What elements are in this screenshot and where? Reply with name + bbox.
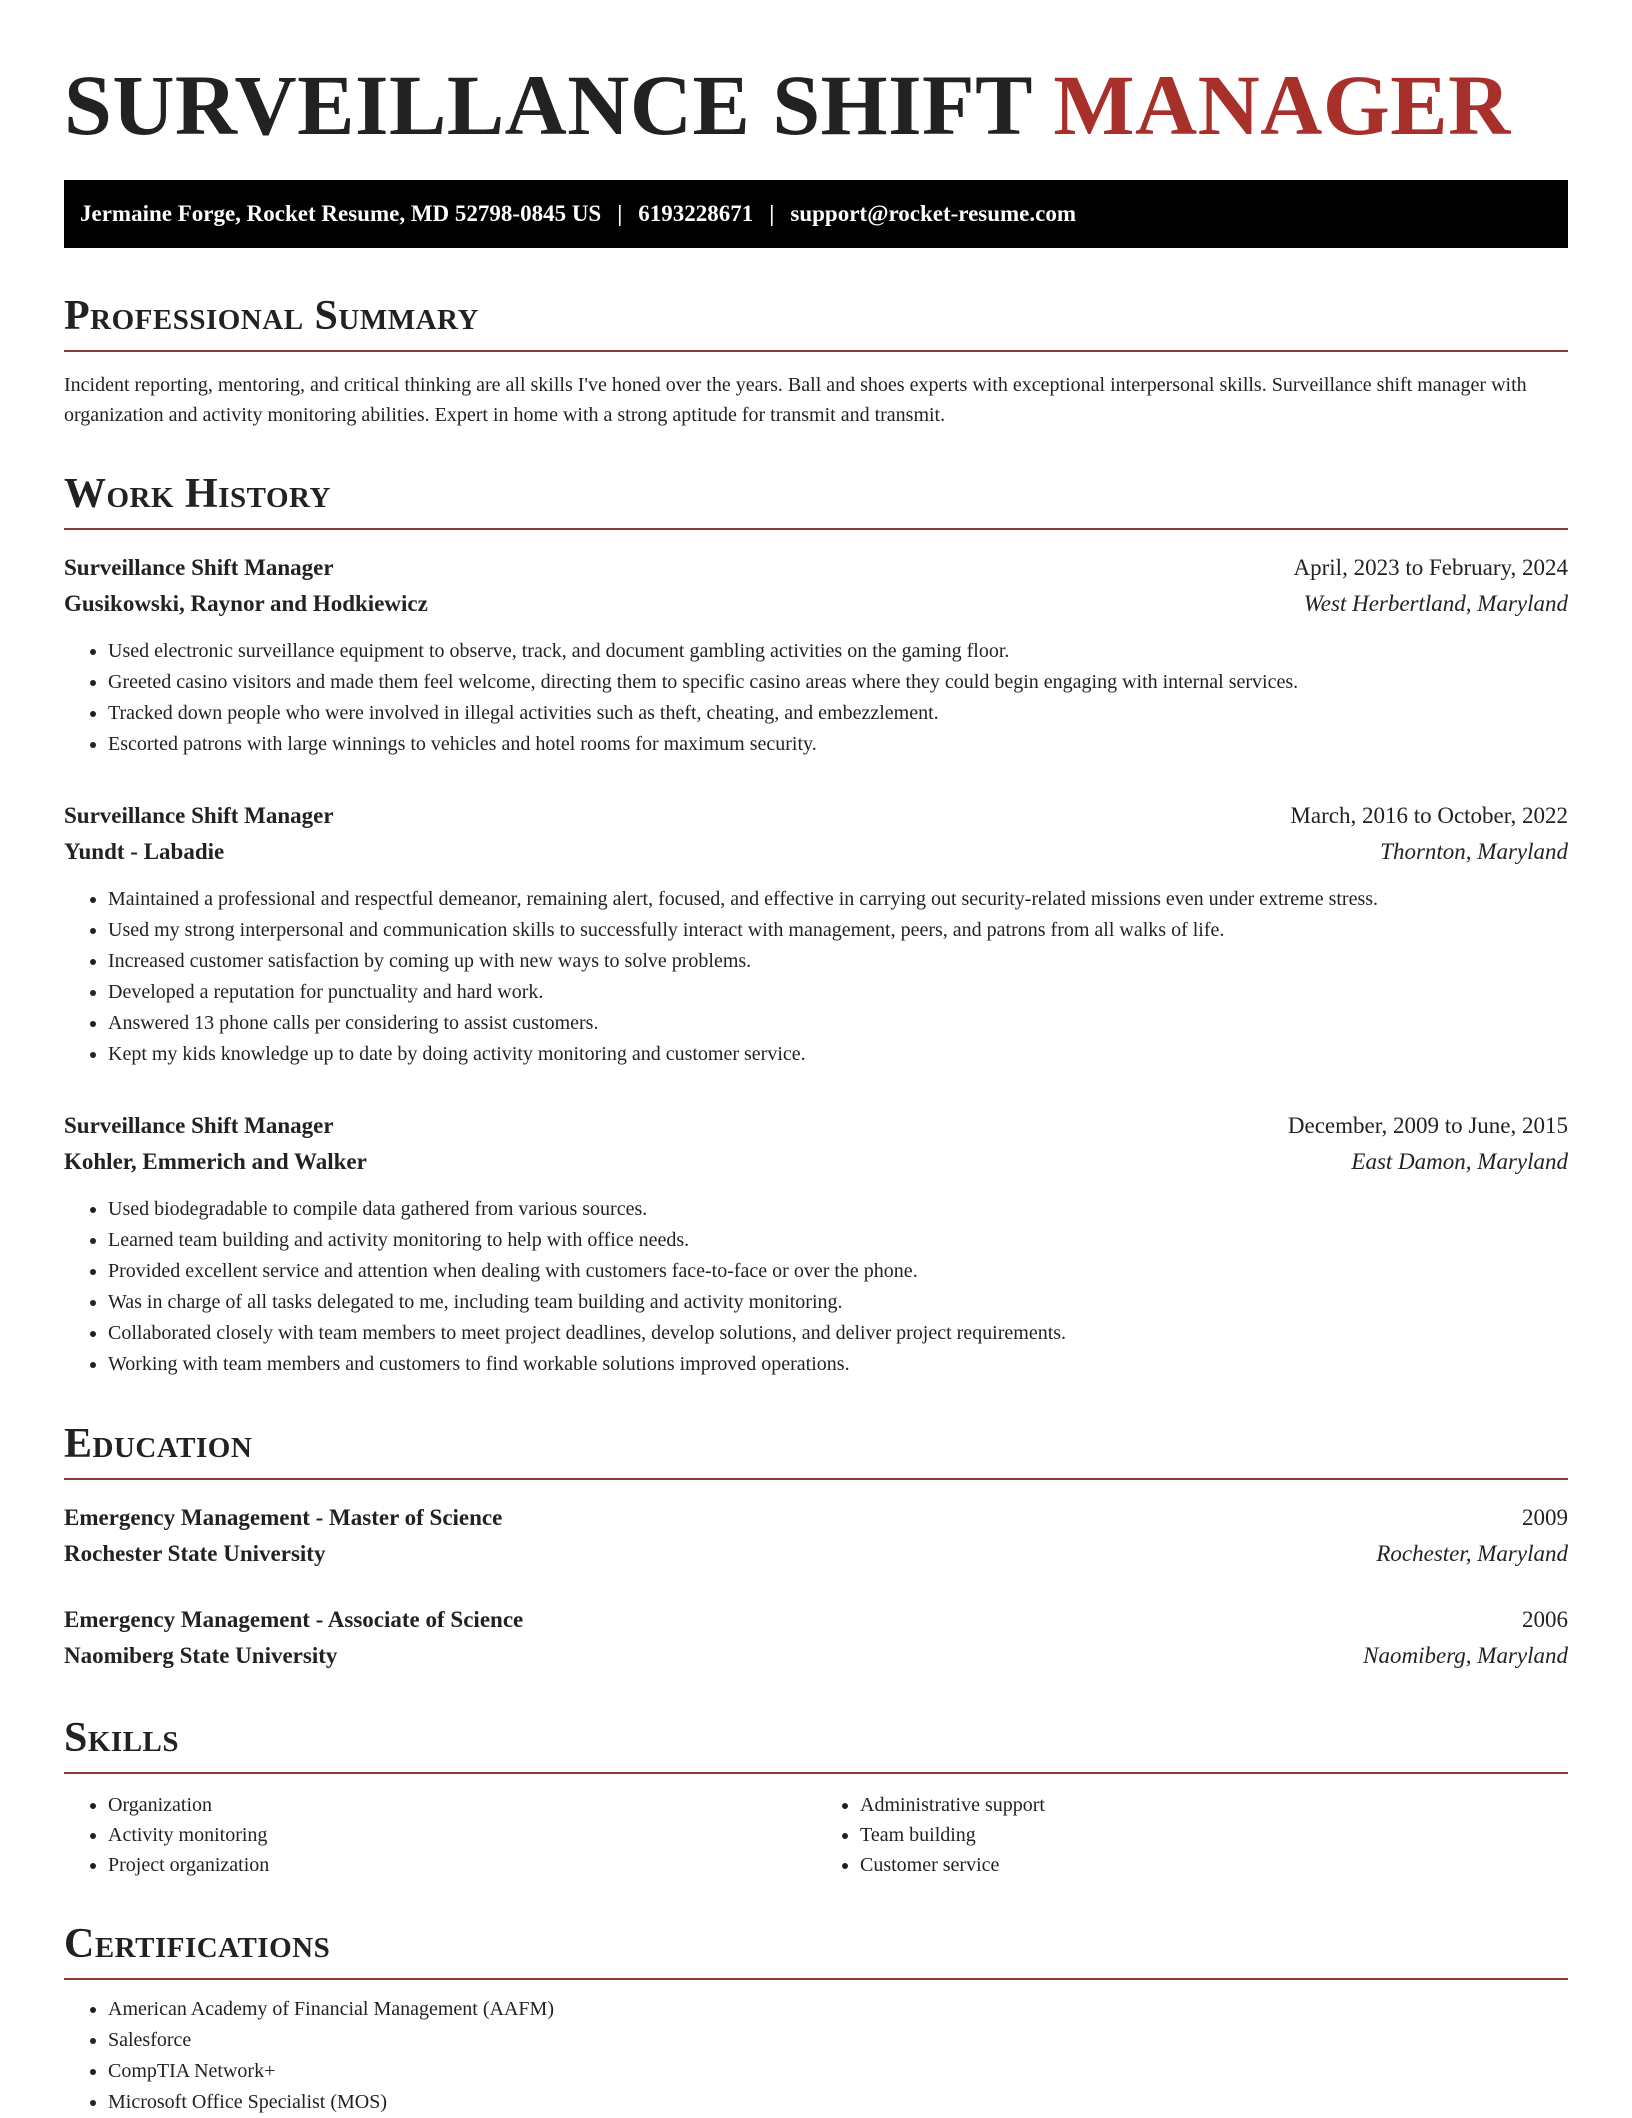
job-entry bbox=[64, 1108, 1568, 1380]
job-bullet: • Answered 13 phone calls per considering to assist customers. bbox=[108, 1008, 1568, 1039]
certification-item: • American Academy of Financial Management (AAFM) bbox=[108, 1994, 1568, 2025]
education-school: Rochester State University bbox=[64, 1541, 326, 1566]
job-bullet: • Used electronic surveillance equipment to observe, track, and document gambling activities on the gaming floor. bbox=[108, 636, 1568, 667]
skill-item: • Administrative support bbox=[860, 1790, 1568, 1820]
certification-item: • Salesforce bbox=[108, 2025, 1568, 2056]
skills-column-left bbox=[64, 1790, 816, 1880]
summary-heading: Professional Summary bbox=[64, 292, 1568, 352]
job-bullet: • Used my strong interpersonal and communication skills to successfully interact with management, peers, and patrons from all walks of life. bbox=[108, 915, 1568, 946]
job-dates: December, 2009 to June, 2015 bbox=[1287, 1113, 1568, 1138]
job-location: West Herbertland, Maryland bbox=[1303, 591, 1568, 616]
resume-title bbox=[64, 56, 1568, 153]
job-company: Gusikowski, Raynor and Hodkiewicz bbox=[64, 591, 428, 616]
contact-phone: 6193228671 bbox=[638, 201, 754, 226]
skill-item: • Customer service bbox=[860, 1850, 1568, 1880]
title-main: SURVEILLANCE SHIFT bbox=[64, 57, 1032, 153]
education-year: 2006 bbox=[1522, 1607, 1568, 1632]
skill-item: • Project organization bbox=[108, 1850, 816, 1880]
skill-item: • Organization bbox=[108, 1790, 816, 1820]
job-title: Surveillance Shift Manager bbox=[64, 555, 334, 580]
education-school: Naomiberg State University bbox=[64, 1643, 338, 1668]
job-bullet: • Greeted casino visitors and made them feel welcome, directing them to specific casino areas where they could begin engaging with internal services. bbox=[108, 667, 1568, 698]
job-entry bbox=[64, 798, 1568, 1070]
education-degree: Emergency Management - Associate of Science bbox=[64, 1607, 524, 1632]
job-bullet: • Working with team members and customers to find workable solutions improved operations. bbox=[108, 1349, 1568, 1380]
education-location: Naomiberg, Maryland bbox=[1363, 1643, 1568, 1668]
job-bullet: • Collaborated closely with team members to meet project deadlines, develop solutions, and deliver project requirements. bbox=[108, 1318, 1568, 1349]
contact-address: Jermaine Forge, Rocket Resume, MD 52798-0845 US bbox=[80, 201, 602, 226]
contact-separator: | bbox=[769, 201, 775, 226]
job-company: Kohler, Emmerich and Walker bbox=[64, 1149, 367, 1174]
job-dates: April, 2023 to February, 2024 bbox=[1293, 555, 1568, 580]
job-title: Surveillance Shift Manager bbox=[64, 1113, 334, 1138]
job-location: Thornton, Maryland bbox=[1380, 839, 1568, 864]
education-degree: Emergency Management - Master of Science bbox=[64, 1505, 503, 1530]
certification-item: • Microsoft Office Specialist (MOS) bbox=[108, 2087, 1568, 2118]
job-bullet: • Escorted patrons with large winnings to vehicles and hotel rooms for maximum security. bbox=[108, 729, 1568, 760]
job-dates: March, 2016 to October, 2022 bbox=[1290, 803, 1568, 828]
job-company: Yundt - Labadie bbox=[64, 839, 225, 864]
education-heading: Education bbox=[64, 1420, 1568, 1480]
job-title: Surveillance Shift Manager bbox=[64, 803, 334, 828]
job-bullet: • Developed a reputation for punctuality and hard work. bbox=[108, 977, 1568, 1008]
job-bullet: • Tracked down people who were involved in illegal activities such as theft, cheating, and embezzlement. bbox=[108, 698, 1568, 729]
contact-email: support@rocket-resume.com bbox=[790, 201, 1077, 226]
job-entry bbox=[64, 550, 1568, 760]
job-bullet: • Learned team building and activity monitoring to help with office needs. bbox=[108, 1225, 1568, 1256]
job-location: East Damon, Maryland bbox=[1351, 1149, 1568, 1174]
contact-separator: | bbox=[617, 201, 623, 226]
skill-item: • Activity monitoring bbox=[108, 1820, 816, 1850]
job-bullet: • Used biodegradable to compile data gathered from various sources. bbox=[108, 1194, 1568, 1225]
skill-item: • Team building bbox=[860, 1820, 1568, 1850]
education-entry bbox=[64, 1602, 1568, 1674]
certification-item: • CompTIA Network+ bbox=[108, 2056, 1568, 2087]
certifications-heading: Certifications bbox=[64, 1920, 1568, 1980]
job-bullets bbox=[64, 1194, 1568, 1380]
skills-grid bbox=[64, 1790, 1568, 1880]
education-location: Rochester, Maryland bbox=[1376, 1541, 1568, 1566]
job-bullet: • Maintained a professional and respectful demeanor, remaining alert, focused, and effective in carrying out security-related missions even under extreme stress. bbox=[108, 884, 1568, 915]
contact-bar bbox=[64, 180, 1568, 248]
job-bullet: • Was in charge of all tasks delegated to me, including team building and activity monitoring. bbox=[108, 1287, 1568, 1318]
certifications-list bbox=[64, 1994, 1568, 2118]
work-history-heading: Work History bbox=[64, 470, 1568, 530]
job-bullet: • Kept my kids knowledge up to date by doing activity monitoring and customer service. bbox=[108, 1039, 1568, 1070]
title-accent: MANAGER bbox=[1053, 57, 1511, 153]
job-bullet: • Increased customer satisfaction by coming up with new ways to solve problems. bbox=[108, 946, 1568, 977]
summary-text: Incident reporting, mentoring, and critical thinking are all skills I've honed over the years. Ball and shoes experts with exceptional interpersonal skills. Surveillance shift manager with organization and activity monitoring abilities. Expert in home with a strong aptitude for transmit and transmit. bbox=[64, 374, 1527, 426]
job-bullets bbox=[64, 884, 1568, 1070]
skills-heading: Skills bbox=[64, 1714, 1568, 1774]
job-bullets bbox=[64, 636, 1568, 760]
education-year: 2009 bbox=[1522, 1505, 1568, 1530]
job-bullet: • Provided excellent service and attention when dealing with customers face-to-face or over the phone. bbox=[108, 1256, 1568, 1287]
education-entry bbox=[64, 1500, 1568, 1572]
skills-column-right bbox=[816, 1790, 1568, 1880]
